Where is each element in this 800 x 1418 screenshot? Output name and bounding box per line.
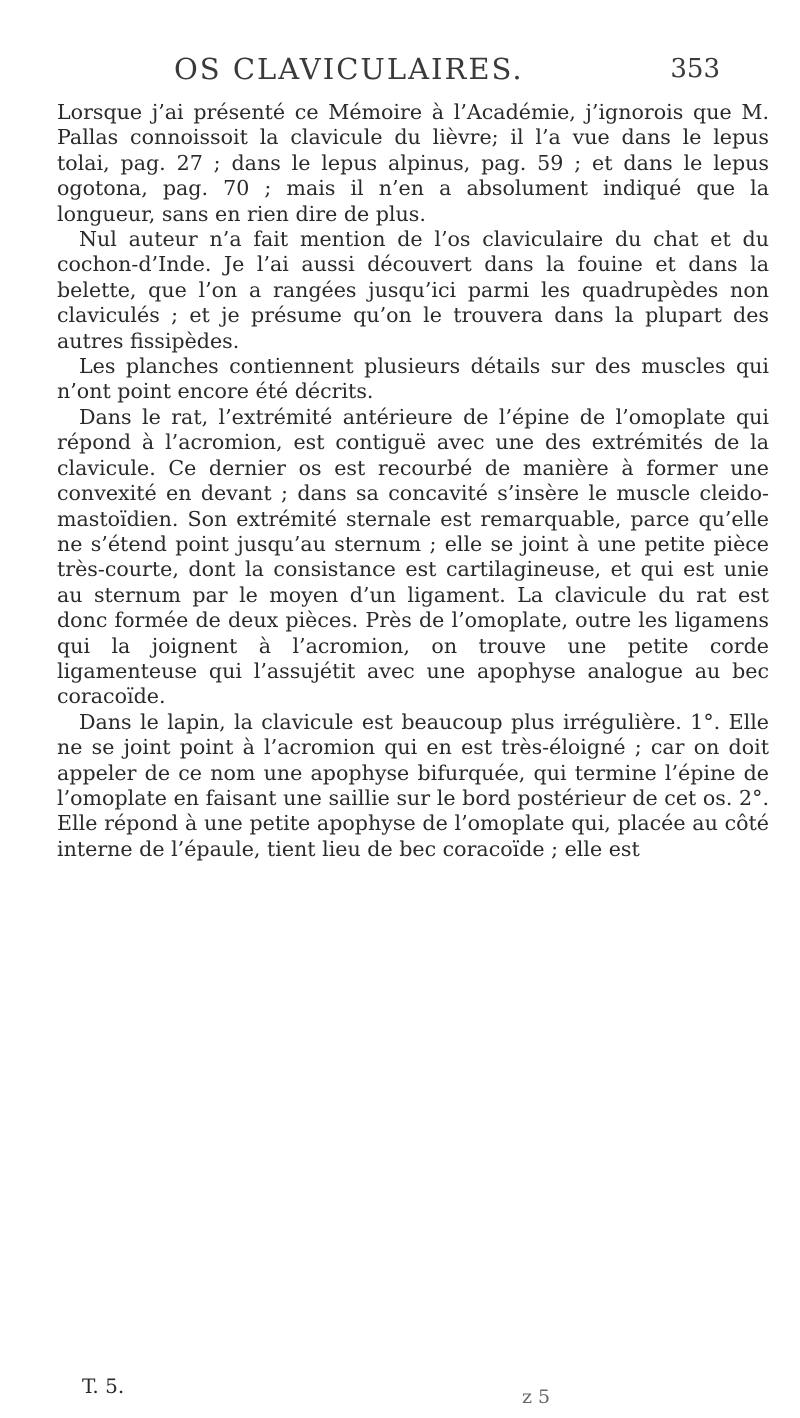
paragraph: Les planches contiennent plusieurs détails sur des muscles qui n’ont point encore été décrits. bbox=[57, 354, 769, 404]
running-title: OS CLAVICULAIRES. bbox=[174, 52, 524, 86]
signature-mark: z 5 bbox=[522, 1386, 551, 1408]
paragraph: Nul auteur n’a fait mention de l’os claviculaire du chat et du cochon-d’Inde. Je l’ai aussi découvert dans la fouine et dans la belette, que l’on a rangées jusqu’ici parmi les quadrupèdes non claviculés ; et je présume qu’on le trouvera dans la plupart des autres fissipèdes. bbox=[57, 227, 769, 353]
volume-mark: T. 5. bbox=[82, 1374, 125, 1398]
paragraph: Dans le rat, l’extrémité antérieure de l’épine de l’omoplate qui répond à l’acromion, est contiguë avec une des extrémités de la clavicule. Ce dernier os est recourbé de manière à former une convexité en devant ; dans sa concavité s’insère le muscle cleido-mastoïdien. Son extrémité sternale est remarquable, parce qu’elle ne s’étend point jusqu’au sternum ; elle se joint à une petite pièce très-courte, dont la consistance est cartilagineuse, et qui est unie au sternum par le moyen d’un ligament. La clavicule du rat est donc formée de deux pièces. Près de l’omoplate, outre les ligamens qui la joignent à l’acromion, on trouve une petite corde ligamenteuse qui l’assujétit avec une apophyse analogue au bec coracoïde. bbox=[57, 404, 769, 709]
body-text bbox=[57, 100, 769, 862]
paragraph: Lorsque j’ai présenté ce Mémoire à l’Académie, j’ignorois que M. Pallas connoissoit la clavicule du lièvre; il l’a vue dans le lepus tolai, pag. 27 ; dans le lepus alpinus, pag. 59 ; et dans le lepus ogotona, pag. 70 ; mais il n’en a absolument indiqué que la longueur, sans en rien dire de plus. bbox=[57, 100, 769, 226]
page-footer bbox=[82, 1374, 682, 1414]
page-header bbox=[160, 52, 720, 96]
page-number: 353 bbox=[670, 54, 720, 84]
paragraph: Dans le lapin, la clavicule est beaucoup plus irrégulière. 1°. Elle ne se joint point à l’acromion qui en est très-éloigné ; car on doit appeler de ce nom une apophyse bifurquée, qui termine l’épine de l’omoplate en faisant une saillie sur le bord postérieur de cet os. 2°. Elle répond à une petite apophyse de l’omoplate qui, placée au côté interne de l’épaule, tient lieu de bec coracoïde ; elle est bbox=[57, 709, 769, 861]
